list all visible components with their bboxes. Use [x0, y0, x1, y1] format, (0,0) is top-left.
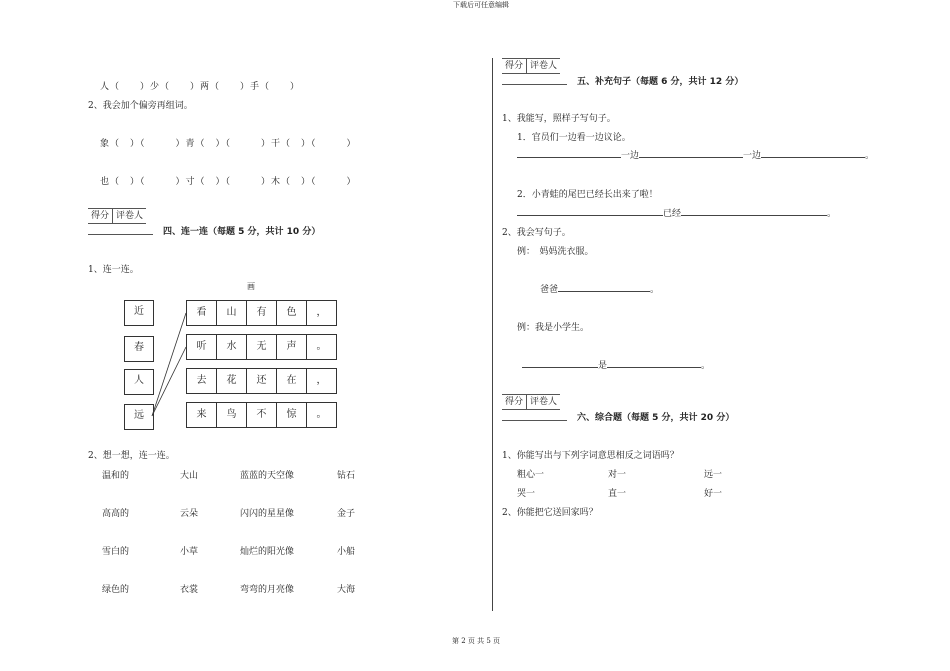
grid-cell: ， [316, 375, 327, 386]
score-label: 得分 [502, 59, 527, 73]
question-2-title: 2、我会加个偏旁再组词。 [88, 101, 193, 111]
match-a-2: 高高的 [102, 509, 130, 519]
antonym-4: 哭一 [517, 489, 536, 499]
sentence-example-1: 1．官员们一边看一边议论。 [517, 133, 631, 143]
match-d-4: 大海 [337, 585, 356, 595]
grid-cell: 色 [277, 301, 307, 325]
grid-cell: 有 [247, 301, 277, 325]
grid-cell: 听 [187, 335, 217, 359]
match-d-1: 钻石 [337, 471, 356, 481]
antonym-5: 直一 [608, 489, 627, 499]
section-6-title: 六、综合题（每题 5 分，共计 20 分） [577, 413, 735, 423]
grid-cell: 还 [247, 369, 277, 393]
match-d-2: 金子 [337, 509, 356, 519]
fill-word: 已经 [663, 209, 682, 219]
match-c-1: 蓝蓝的天空像 [240, 471, 295, 481]
grid-cell: 在 [277, 369, 307, 393]
score-label: 得分 [88, 209, 113, 223]
match-a-4: 绿色的 [102, 585, 130, 595]
radical-row-1: 象（ ）（ ）青（ ）（ ）干（ ）（ ） [100, 139, 357, 149]
write-example-2: 例：我是小学生。 [517, 323, 590, 333]
section-6-q1: 1、你能写出与下列字词意思相反之词语吗？ [502, 451, 679, 461]
fill-end: 。 [865, 151, 875, 161]
section-4-title: 四、连一连（每题 5 分，共计 10 分） [163, 227, 321, 237]
grid-cell: 来 [187, 403, 217, 427]
grid-cell: 。 [316, 409, 327, 420]
match-a-3: 雪白的 [102, 547, 130, 557]
char-box-2[interactable]: 春 [124, 336, 154, 362]
grid-cell: 去 [187, 369, 217, 393]
char-box-3[interactable]: 人 [124, 369, 154, 395]
grid-cell: 山 [217, 301, 247, 325]
match-a-1: 温和的 [102, 471, 130, 481]
radical-row-2: 也（ ）（ ）寸（ ）（ ）木（ ）（ ） [100, 177, 357, 187]
grid-cell: ， [316, 307, 327, 318]
sentence-example-2: 2．小青蛙的尾巴已经长出来了啦！ [517, 190, 658, 200]
score-label: 得分 [502, 395, 527, 409]
section-5-title: 五、补充句子（每题 6 分，共计 12 分） [577, 77, 744, 87]
antonym-1: 粗心一 [517, 470, 545, 480]
fill-word: 爸爸 [540, 285, 559, 295]
write-example-1: 例： 妈妈洗衣服。 [517, 247, 594, 257]
match-c-3: 灿烂的阳光像 [240, 547, 295, 557]
grid-cell: 看 [187, 301, 217, 325]
char-fill-row-1: 人（ ）少（ ）两（ ）手（ ） [100, 82, 301, 92]
connect-question-2: 2、想一想，连一连。 [88, 451, 175, 461]
grid-cell: 花 [217, 369, 247, 393]
page-footer: 第 2 页 共 5 页 [452, 637, 501, 645]
fill-word: 是 [598, 361, 608, 371]
section-5-q1: 1、我能写，照样子写句子。 [502, 114, 616, 124]
write-answer-2[interactable] [522, 358, 710, 371]
match-d-3: 小船 [337, 547, 356, 557]
page-header: 下载后可任意编辑 [453, 1, 509, 9]
char-box-1[interactable]: 近 [124, 300, 154, 326]
fill-word: 一边 [743, 151, 762, 161]
grid-cell: 。 [316, 341, 327, 352]
write-answer-1[interactable] [540, 282, 659, 295]
match-b-4: 衣裳 [180, 585, 199, 595]
grid-cell: 无 [247, 335, 277, 359]
section-6-q2: 2、你能把它送回家吗？ [502, 508, 598, 518]
match-c-2: 闪闪的星星像 [240, 509, 295, 519]
fill-word: 一边 [621, 151, 640, 161]
grid-cell: 惊 [277, 403, 307, 427]
grid-cell: 声 [277, 335, 307, 359]
grid-cell: 水 [217, 335, 247, 359]
grader-label: 评卷人 [116, 211, 144, 221]
connect-question-1: 1、连一连。 [88, 265, 139, 275]
antonym-6: 好一 [704, 489, 723, 499]
sentence-answer-1[interactable] [517, 148, 874, 161]
grader-label: 评卷人 [530, 397, 558, 407]
match-b-3: 小草 [180, 547, 199, 557]
fill-end: 。 [701, 361, 711, 371]
match-c-4: 弯弯的月亮像 [240, 585, 295, 595]
match-b-2: 云朵 [180, 509, 199, 519]
antonym-2: 对一 [608, 470, 627, 480]
sentence-answer-2[interactable] [517, 206, 836, 219]
char-box-4[interactable]: 远 [124, 404, 154, 430]
column-divider [492, 58, 493, 611]
antonym-3: 远一 [704, 470, 723, 480]
match-b-1: 大山 [180, 471, 199, 481]
grid-cell: 不 [247, 403, 277, 427]
section-5-q2: 2、我会写句子。 [502, 228, 571, 238]
fill-end: 。 [650, 285, 660, 295]
picture-caption: 画 [247, 282, 255, 291]
grid-cell: 鸟 [217, 403, 247, 427]
fill-end: 。 [827, 209, 837, 219]
grader-label: 评卷人 [530, 61, 558, 71]
